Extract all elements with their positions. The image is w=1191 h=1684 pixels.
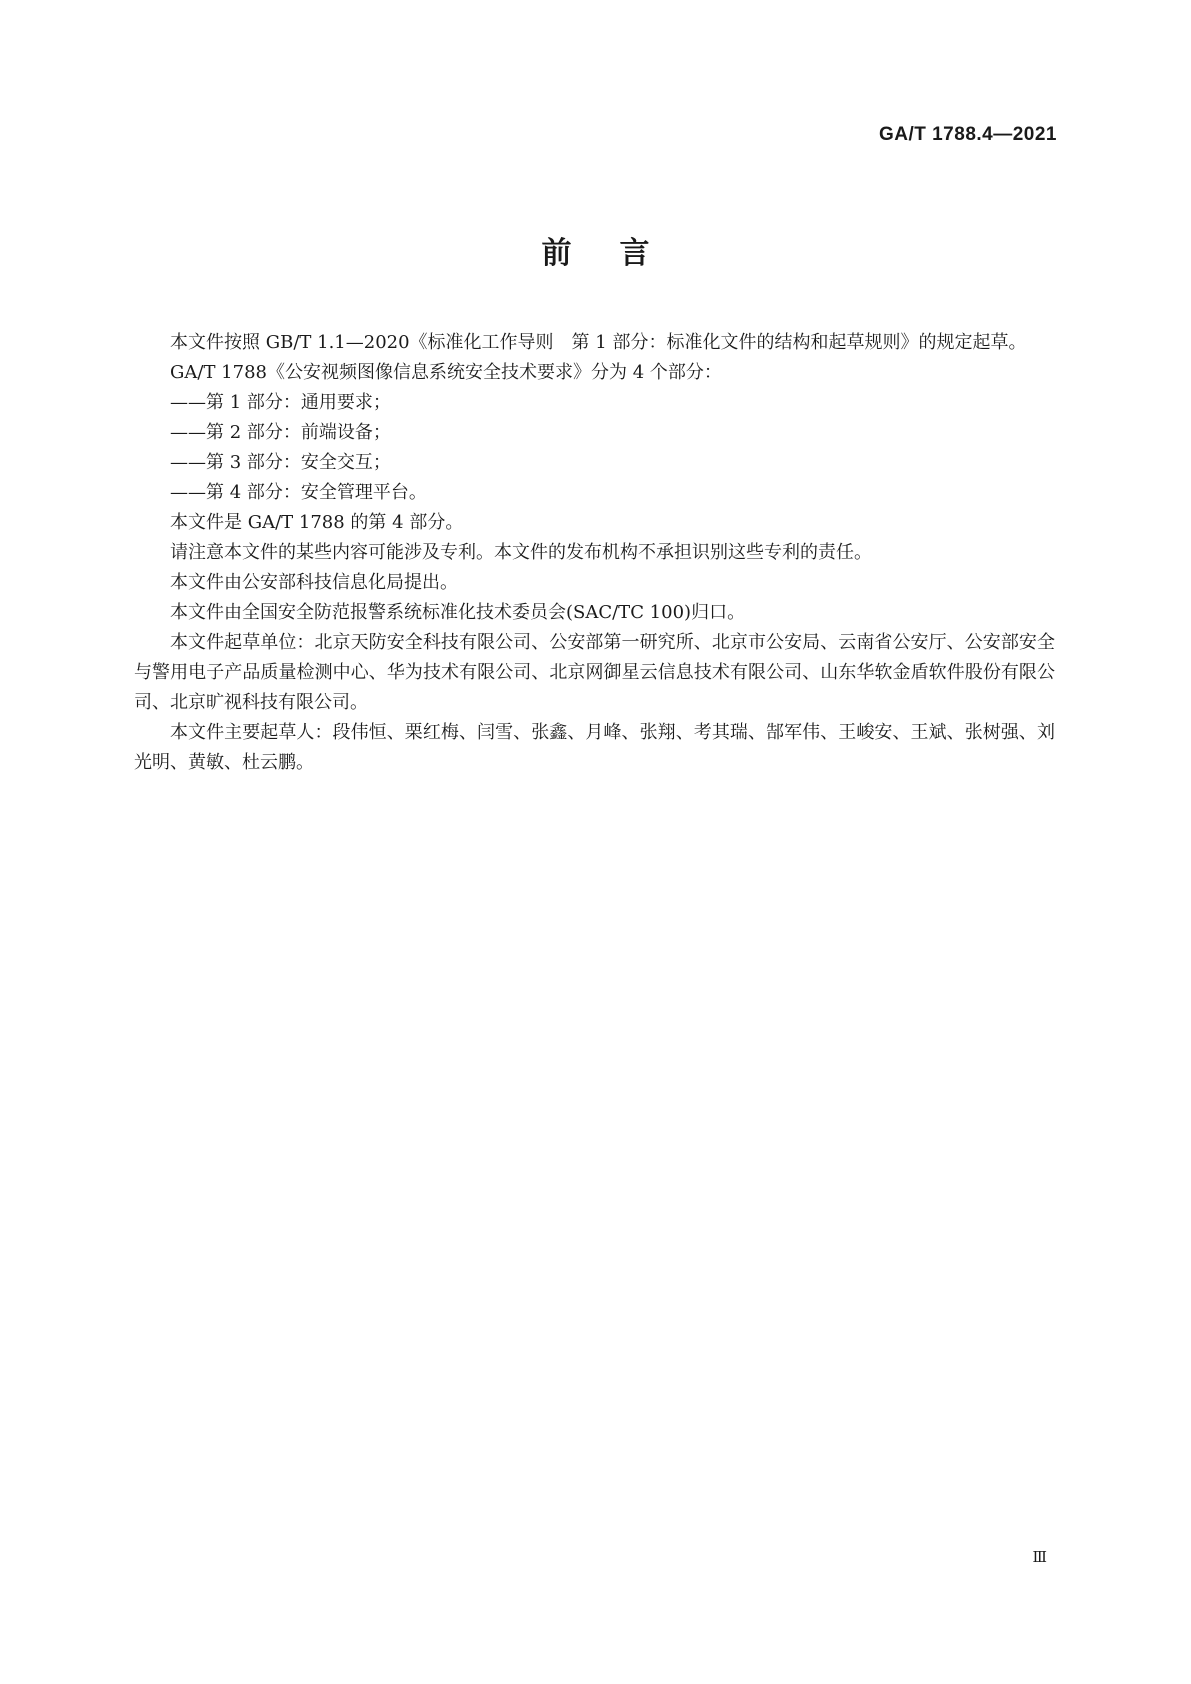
document-code-header: GA/T 1788.4—2021 <box>878 124 1057 145</box>
paragraph-drafting-rules: 本文件按照 GB/T 1.1—2020《标准化工作导则 第 1 部分：标准化文件的结构和起草规则》的规定起草。 <box>170 332 1027 353</box>
paragraph-proposed-by: 本文件由公安部科技信息化局提出。 <box>170 572 458 593</box>
list-item-part-4: ——第 4 部分：安全管理平台。 <box>170 482 427 503</box>
list-item-part-1: ——第 1 部分：通用要求； <box>170 392 391 413</box>
paragraph-drafting-units: 本文件起草单位：北京天防安全科技有限公司、公安部第一研究所、北京市公安局、云南省公安厅、公安部安全与警用电子产品质量检测中心、华为技术有限公司、北京网御星云信息技术有限公司、山东华软金盾软件股份有限公司、北京旷视科技有限公司。 <box>134 632 1055 713</box>
section-title-foreword <box>0 228 1191 272</box>
paragraph-patent-notice: 请注意本文件的某些内容可能涉及专利。本文件的发布机构不承担识别这些专利的责任。 <box>170 542 872 563</box>
page-number: Ⅲ <box>1032 1548 1047 1566</box>
foreword-body <box>134 328 1055 778</box>
paragraph-centralized-by: 本文件由全国安全防范报警系统标准化技术委员会(SAC/TC 100)归口。 <box>170 602 746 623</box>
paragraph-this-part: 本文件是 GA/T 1788 的第 4 部分。 <box>170 512 464 533</box>
paragraph-drafters: 本文件主要起草人：段伟恒、栗红梅、闫雪、张鑫、月峰、张翔、考其瑞、郜军伟、王峻安、王斌、张树强、刘光明、黄敏、杜云鹏。 <box>134 722 1055 773</box>
title-char-2: 言 <box>619 236 650 271</box>
list-item-part-3: ——第 3 部分：安全交互； <box>170 452 391 473</box>
list-item-part-2: ——第 2 部分：前端设备； <box>170 422 391 443</box>
paragraph-parts-intro: GA/T 1788《公安视频图像信息系统安全技术要求》分为 4 个部分： <box>170 362 722 383</box>
title-char-1: 前 <box>541 236 572 271</box>
